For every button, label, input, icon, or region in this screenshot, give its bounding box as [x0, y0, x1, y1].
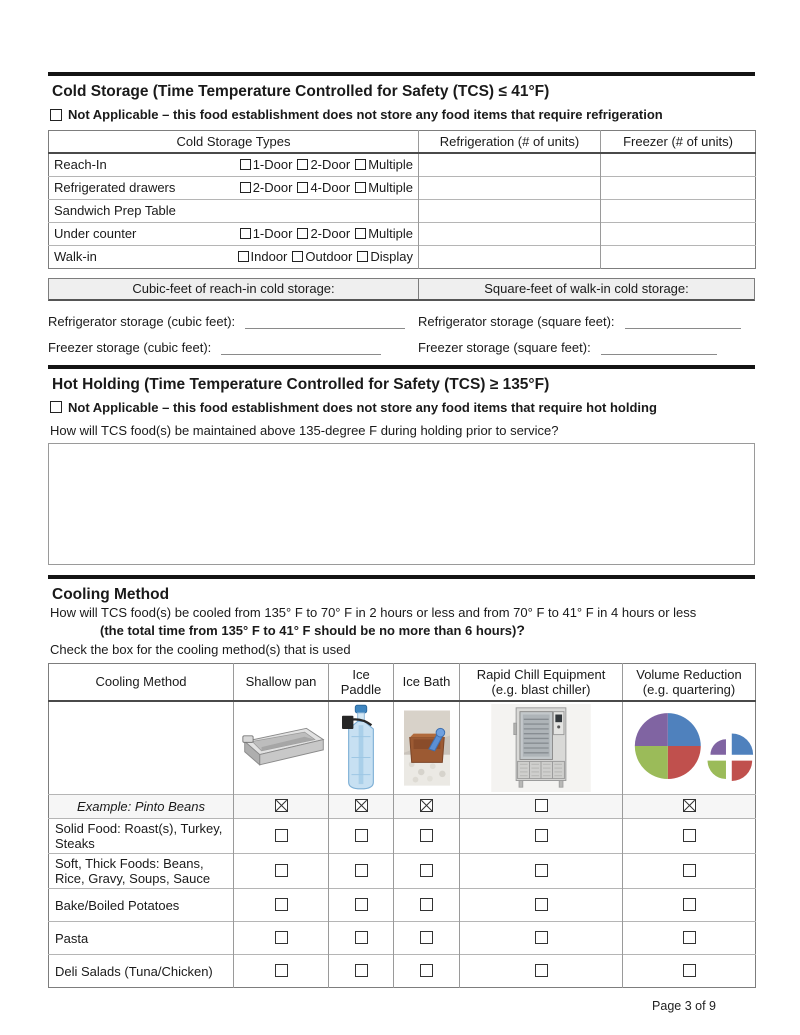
row-label: Soft, Thick Foods: Beans, Rice, Gravy, Soups, Sauce — [49, 854, 234, 889]
freezer-square-feet-label: Freezer storage (square feet): — [418, 339, 591, 355]
col-header-freezer-units: Freezer (# of units) — [601, 131, 756, 154]
col-header-shallow-pan: Shallow pan — [234, 663, 329, 701]
table-row-sandwich-prep-table — [49, 199, 756, 222]
pasta-ice-bath-checkbox[interactable] — [394, 922, 460, 955]
pasta-volume-reduction-checkbox[interactable] — [623, 922, 756, 955]
example-volume-reduction-checkbox[interactable] — [623, 795, 756, 819]
refrigeration-units-input[interactable] — [419, 176, 601, 199]
not-applicable-label: Not Applicable – this food establishment does not store any food items that require refrigeration — [68, 107, 663, 122]
col-header-ice-bath: Ice Bath — [394, 663, 460, 701]
hot-holding-not-applicable — [50, 400, 755, 415]
row-label: Under counter — [54, 226, 137, 241]
table-row-deli-salads — [49, 955, 756, 988]
col-header-refrigeration-units: Refrigeration (# of units) — [419, 131, 601, 154]
cold-storage-title: Cold Storage (Time Temperature Controlled for Safety (TCS) ≤ 41°F) — [52, 83, 550, 100]
freezer-units-input[interactable] — [601, 222, 756, 245]
section-divider — [48, 72, 755, 76]
soft-foods-rapid-chill-checkbox[interactable] — [460, 854, 623, 889]
soft-foods-ice-bath-checkbox[interactable] — [394, 854, 460, 889]
row-label: Deli Salads (Tuna/Chicken) — [49, 955, 234, 988]
row-label: Reach-In — [54, 157, 107, 173]
checkbox-walk-in-outdoor[interactable]: Outdoor — [292, 249, 352, 264]
shallow-pan-photo — [234, 701, 329, 795]
checkbox-under-counter-1-door[interactable]: 1-Door — [240, 226, 293, 241]
solid-food-volume-reduction-checkbox[interactable] — [623, 819, 756, 854]
blast-chiller-photo — [460, 701, 623, 795]
table-row-under-counter — [49, 222, 756, 245]
checkbox-under-counter-multiple[interactable]: Multiple — [355, 226, 413, 241]
deli-salads-ice-bath-checkbox[interactable] — [394, 955, 460, 988]
cooling-question-line1: How will TCS food(s) be cooled from 135° F to 70° F in 2 hours or less and from 70° F to 41° F in 4 hours or less — [50, 604, 697, 620]
pasta-rapid-chill-checkbox[interactable] — [460, 922, 623, 955]
freezer-cubic-feet-input[interactable] — [221, 340, 381, 355]
deli-salads-ice-paddle-checkbox[interactable] — [329, 955, 394, 988]
freezer-units-input[interactable] — [601, 153, 756, 176]
volume-reduction-chart — [623, 701, 756, 795]
refrigerator-square-feet-input[interactable] — [625, 314, 741, 329]
checkbox-drawers-4-door[interactable]: 4-Door — [297, 180, 350, 195]
cold-storage-table — [48, 130, 756, 269]
refrigerator-square-feet-label: Refrigerator storage (square feet): — [418, 313, 615, 329]
col-header-cold-storage-types: Cold Storage Types — [49, 131, 419, 154]
pasta-ice-paddle-checkbox[interactable] — [329, 922, 394, 955]
freezer-units-input[interactable] — [601, 176, 756, 199]
table-row-soft-thick-foods — [49, 854, 756, 889]
deli-salads-shallow-pan-checkbox[interactable] — [234, 955, 329, 988]
cooling-question-line2: (the total time from 135° F to 41° F should be no more than 6 hours)? — [100, 621, 525, 638]
col-header-rapid-chill: Rapid Chill Equipment (e.g. blast chiller) — [460, 663, 623, 701]
freezer-square-feet-input[interactable] — [601, 340, 717, 355]
cooling-method-table — [48, 663, 756, 989]
not-applicable-checkbox[interactable] — [50, 109, 62, 121]
row-label: Bake/Boiled Potatoes — [49, 889, 234, 922]
potatoes-volume-reduction-checkbox[interactable] — [623, 889, 756, 922]
hot-holding-answer-box[interactable] — [48, 443, 755, 565]
potatoes-rapid-chill-checkbox[interactable] — [460, 889, 623, 922]
cold-storage-not-applicable — [50, 107, 755, 122]
not-applicable-checkbox[interactable] — [50, 401, 62, 413]
cubic-feet-header: Cubic-feet of reach-in cold storage: — [49, 279, 419, 299]
hot-holding-question: How will TCS food(s) be maintained above 135-degree F during holding prior to service? — [50, 422, 559, 438]
solid-food-ice-bath-checkbox[interactable] — [394, 819, 460, 854]
table-row-walk-in — [49, 245, 756, 268]
row-label: Refrigerated drawers — [54, 180, 176, 195]
empty-cell — [49, 701, 234, 795]
example-ice-bath-checkbox[interactable] — [394, 795, 460, 819]
checkbox-under-counter-2-door[interactable]: 2-Door — [297, 226, 350, 241]
soft-foods-volume-reduction-checkbox[interactable] — [623, 854, 756, 889]
table-row-refrigerated-drawers — [49, 176, 756, 199]
checkbox-walk-in-indoor[interactable]: Indoor — [238, 249, 288, 264]
potatoes-ice-bath-checkbox[interactable] — [394, 889, 460, 922]
table-header-row — [49, 663, 756, 701]
freezer-units-input[interactable] — [601, 199, 756, 222]
checkbox-reach-in-multiple[interactable]: Multiple — [355, 157, 413, 172]
checkbox-drawers-2-door[interactable]: 2-Door — [240, 180, 293, 195]
potatoes-shallow-pan-checkbox[interactable] — [234, 889, 329, 922]
section-divider — [48, 575, 755, 579]
refrigeration-units-input[interactable] — [419, 153, 601, 176]
col-header-volume-reduction: Volume Reduction (e.g. quartering) — [623, 663, 756, 701]
refrigeration-units-input[interactable] — [419, 199, 601, 222]
freezer-units-input[interactable] — [601, 245, 756, 268]
refrigeration-units-input[interactable] — [419, 222, 601, 245]
freezer-cubic-feet-label: Freezer storage (cubic feet): — [48, 339, 212, 355]
checkbox-drawers-multiple[interactable]: Multiple — [355, 180, 413, 195]
row-label: Pasta — [49, 922, 234, 955]
row-label: Walk-in — [54, 249, 97, 264]
storage-size-fields — [48, 307, 755, 359]
cooling-method-title: Cooling Method — [52, 585, 170, 603]
solid-food-shallow-pan-checkbox[interactable] — [234, 819, 329, 854]
table-row-reach-in — [49, 153, 756, 176]
ice-bath-photo — [394, 701, 460, 795]
refrigerator-cubic-feet-label: Refrigerator storage (cubic feet): — [48, 313, 236, 329]
row-label: Example: Pinto Beans — [49, 795, 234, 819]
example-row — [49, 795, 756, 819]
table-row-solid-food — [49, 819, 756, 854]
storage-size-header-bar — [48, 278, 755, 301]
example-ice-paddle-checkbox[interactable] — [329, 795, 394, 819]
checkbox-reach-in-2-door[interactable]: 2-Door — [297, 157, 350, 172]
ice-paddle-photo — [329, 701, 394, 795]
solid-food-ice-paddle-checkbox[interactable] — [329, 819, 394, 854]
hot-holding-title: Hot Holding (Time Temperature Controlled for Safety (TCS) ≥ 135°F) — [52, 375, 550, 393]
solid-food-rapid-chill-checkbox[interactable] — [460, 819, 623, 854]
checkbox-reach-in-1-door[interactable]: 1-Door — [240, 157, 293, 172]
cooling-instruction: Check the box for the cooling method(s) that is used — [50, 641, 351, 657]
square-feet-header: Square-feet of walk-in cold storage: — [484, 281, 689, 296]
method-images-row — [49, 701, 756, 795]
deli-salads-rapid-chill-checkbox[interactable] — [460, 955, 623, 988]
refrigeration-units-input[interactable] — [419, 245, 601, 268]
soft-foods-ice-paddle-checkbox[interactable] — [329, 854, 394, 889]
refrigerator-cubic-feet-input[interactable] — [245, 314, 405, 329]
example-shallow-pan-checkbox[interactable] — [234, 795, 329, 819]
pasta-shallow-pan-checkbox[interactable] — [234, 922, 329, 955]
example-rapid-chill-checkbox[interactable] — [460, 795, 623, 819]
col-header-ice-paddle: Ice Paddle — [329, 663, 394, 701]
not-applicable-label: Not Applicable – this food establishment does not store any food items that require hot holding — [68, 399, 657, 415]
soft-foods-shallow-pan-checkbox[interactable] — [234, 854, 329, 889]
table-row-bake-boiled-potatoes — [49, 889, 756, 922]
section-divider — [48, 365, 755, 369]
table-header-row — [49, 131, 756, 154]
deli-salads-volume-reduction-checkbox[interactable] — [623, 955, 756, 988]
row-label: Sandwich Prep Table — [54, 203, 176, 218]
table-row-pasta — [49, 922, 756, 955]
form-page — [48, 0, 755, 988]
checkbox-walk-in-display[interactable]: Display — [357, 249, 413, 264]
col-header-cooling-method: Cooling Method — [49, 663, 234, 701]
page-number: Page 3 of 9 — [652, 999, 716, 1013]
potatoes-ice-paddle-checkbox[interactable] — [329, 889, 394, 922]
row-label: Solid Food: Roast(s), Turkey, Steaks — [49, 819, 234, 854]
